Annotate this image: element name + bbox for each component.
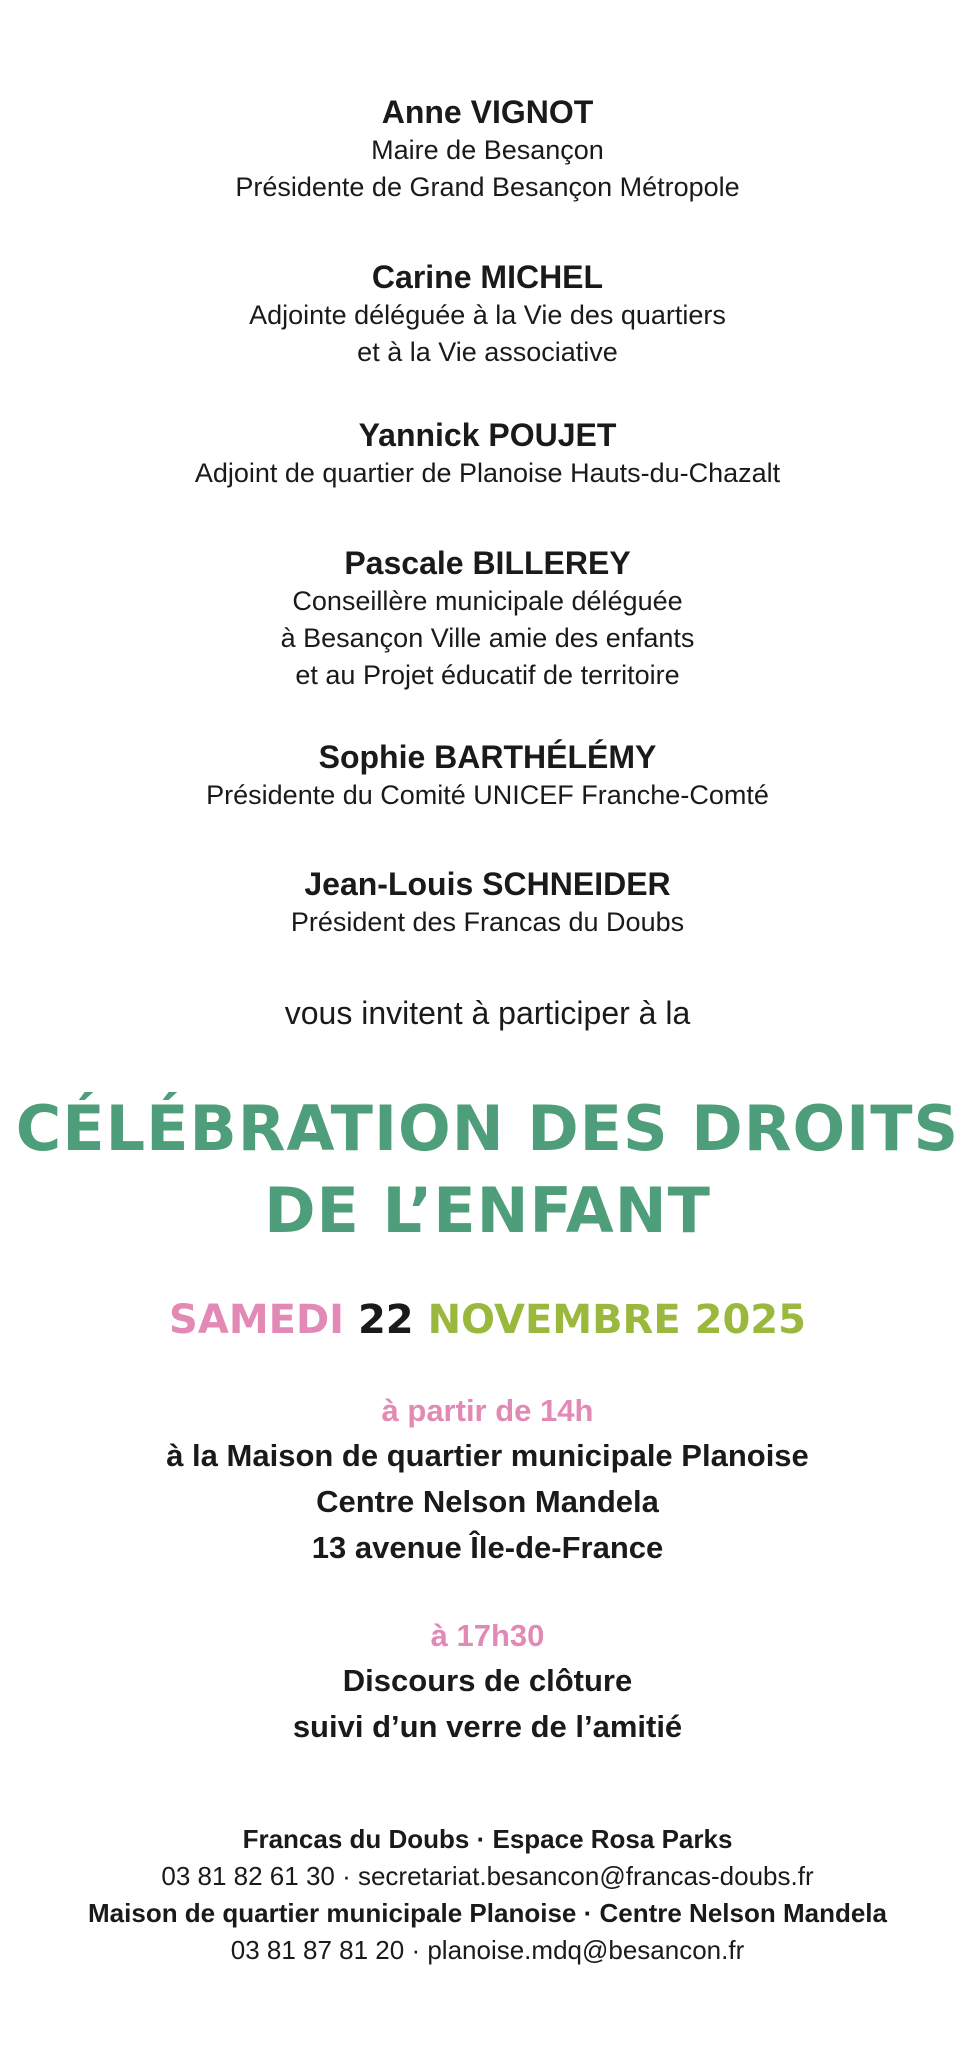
schedule-line: Discours de clôture xyxy=(342,1663,633,1698)
host-anne-vignot xyxy=(0,92,975,206)
event-date-number: 22 xyxy=(357,1297,414,1343)
host-name: Carine MICHEL xyxy=(371,259,604,295)
schedule-afternoon xyxy=(0,1389,975,1571)
schedule-line: Centre Nelson Mandela xyxy=(316,1484,659,1519)
contact-org: Francas du Doubs · Espace Rosa Parks xyxy=(242,1824,733,1854)
invite-text: vous invitent à participer à la xyxy=(284,995,691,1031)
host-name: Sophie BARTHÉLÉMY xyxy=(318,739,657,775)
event-title-line: CÉLÉBRATION DES DROITS xyxy=(15,1092,960,1165)
schedule-line: 13 avenue Île-de-France xyxy=(311,1530,664,1565)
schedule-time: à partir de 14h xyxy=(381,1393,594,1428)
host-role: Présidente du Comité UNICEF Franche-Comté xyxy=(206,780,769,810)
host-name: Anne VIGNOT xyxy=(381,94,594,130)
host-role: Président des Francas du Doubs xyxy=(290,907,685,937)
host-name: Yannick POUJET xyxy=(358,417,617,453)
contact-org: Maison de quartier municipale Planoise · Centre Nelson Mandela xyxy=(88,1898,887,1928)
contacts-footer xyxy=(0,1821,975,1969)
host-yannick-poujet xyxy=(0,415,975,492)
host-jean-louis-schneider xyxy=(0,864,975,941)
schedule-line: à la Maison de quartier municipale Planoise xyxy=(166,1438,809,1473)
host-name: Jean-Louis SCHNEIDER xyxy=(304,866,671,902)
schedule-evening xyxy=(0,1614,975,1750)
contact-details: 03 81 82 61 30 · secretariat.besancon@francas-doubs.fr xyxy=(161,1861,814,1891)
host-sophie-barthelemy xyxy=(0,737,975,814)
host-role: Adjointe déléguée à la Vie des quartiers xyxy=(249,300,726,330)
schedule-line: suivi d’un verre de l’amitié xyxy=(292,1709,683,1744)
host-carine-michel xyxy=(0,257,975,371)
host-role: à Besançon Ville amie des enfants xyxy=(280,623,695,653)
host-role: et au Projet éducatif de territoire xyxy=(295,660,680,690)
event-date-day: SAMEDI xyxy=(169,1297,345,1343)
event-date xyxy=(0,1295,975,1345)
event-title-line: DE L’ENFANT xyxy=(264,1174,711,1247)
host-role: Présidente de Grand Besançon Métropole xyxy=(235,172,740,202)
event-title xyxy=(0,1088,975,1252)
schedule-time: à 17h30 xyxy=(430,1618,545,1653)
event-date-month-year: NOVEMBRE 2025 xyxy=(427,1297,806,1343)
contact-details: 03 81 87 81 20 · planoise.mdq@besancon.fr xyxy=(230,1935,745,1965)
host-name: Pascale BILLEREY xyxy=(344,545,631,581)
host-role: Adjoint de quartier de Planoise Hauts-du-Chazalt xyxy=(194,458,781,488)
host-role: Conseillère municipale déléguée xyxy=(292,586,683,616)
host-role: et à la Vie associative xyxy=(357,337,618,367)
host-role: Maire de Besançon xyxy=(371,135,604,165)
host-pascale-billerey xyxy=(0,543,975,694)
